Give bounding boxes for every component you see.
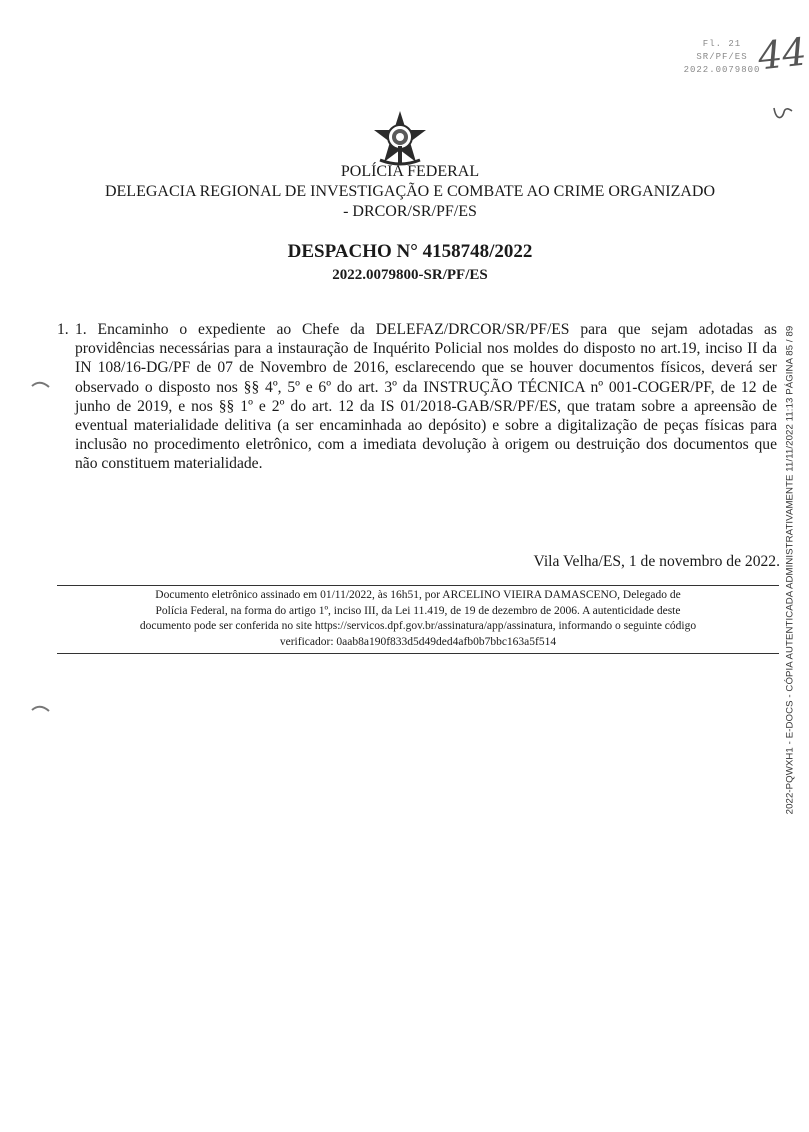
stamp-line-folio: Fl. 21 <box>702 39 742 49</box>
stamp-line-process: 2022.0079800 <box>683 65 761 75</box>
handwritten-page-number: 44 <box>755 29 809 79</box>
electronic-signature-box <box>57 585 779 654</box>
header-org: POLÍCIA FEDERAL <box>340 163 480 180</box>
signature-line-2: Polícia Federal, na forma do artigo 1º, inciso III, da Lei 11.419, de 19 de dezembro de 2006. A autenticidade deste <box>155 604 681 617</box>
handwritten-rubric-mark <box>772 102 794 124</box>
process-number: 2022.0079800-SR/PF/ES <box>332 267 488 283</box>
document-header <box>40 162 780 222</box>
body-paragraph: 1. Encaminho o expediente ao Chefe da DELEFAZ/DRCOR/SR/PF/ES para que sejam adotadas as providências necessárias para a instauração de Inquérito Policial nos moldes do disposto no art.19, inciso II da IN 108/16-DG/PF de 07 de Novembro de 2016, esclarecendo que se houver documentos físicos, deverá ser observado o disposto nos §§ 4º, 5º e 6º do art. 3º da INSTRUÇÃO TÉCNICA nº 001-COGER/PF, de 12 de junho de 2019, e nos §§ 1º e 2º do art. 12 da IS 01/2018-GAB/SR/PF/ES, que tratam sobre a apreensão de eventual materialidade delitiva (a ser encaminhada ao depósito) e sobre a digitalização de peças físicas para inclusão no procedimento eletrônico, com a imediata devolução à origem ou destruição dos documentos que não constituem materialidade. <box>75 321 777 473</box>
authentication-side-stamp: 2022-PQWXH1 - E-DOCS - CÓPIA AUTENTICADA ADMINISTRATIVAMENTE 11/11/2022 11:13 PÁGINA 85 / 89 <box>784 325 796 815</box>
header-unit-line1: DELEGACIA REGIONAL DE INVESTIGAÇÃO E COMBATE AO CRIME ORGANIZADO <box>104 183 716 200</box>
signature-line-1: Documento eletrônico assinado em 01/11/2022, às 16h51, por ARCELINO VIEIRA DAMASCENO, Delegado de <box>155 589 681 601</box>
punch-hole-mark <box>30 378 52 392</box>
header-unit-line2: - DRCOR/SR/PF/ES <box>343 203 477 220</box>
signature-line-3: documento pode ser conferida no site https://servicos.dpf.gov.br/assinatura/app/assinatura, informando o seguinte código <box>139 620 697 632</box>
document-title <box>40 240 780 286</box>
signature-line-4: verificador: 0aab8a190f833d5d49ded4afb0b7bbc163a5f514 <box>279 635 557 648</box>
paragraph-number: 1. <box>57 321 69 338</box>
coat-of-arms-emblem <box>372 110 428 168</box>
despacho-number: DESPACHO N° 4158748/2022 <box>287 241 533 262</box>
stamp-line-unit: SR/PF/ES <box>696 52 748 62</box>
punch-hole-mark <box>30 702 52 716</box>
body-section <box>57 320 777 474</box>
place-date-line: Vila Velha/ES, 1 de novembro de 2022. <box>533 553 780 570</box>
